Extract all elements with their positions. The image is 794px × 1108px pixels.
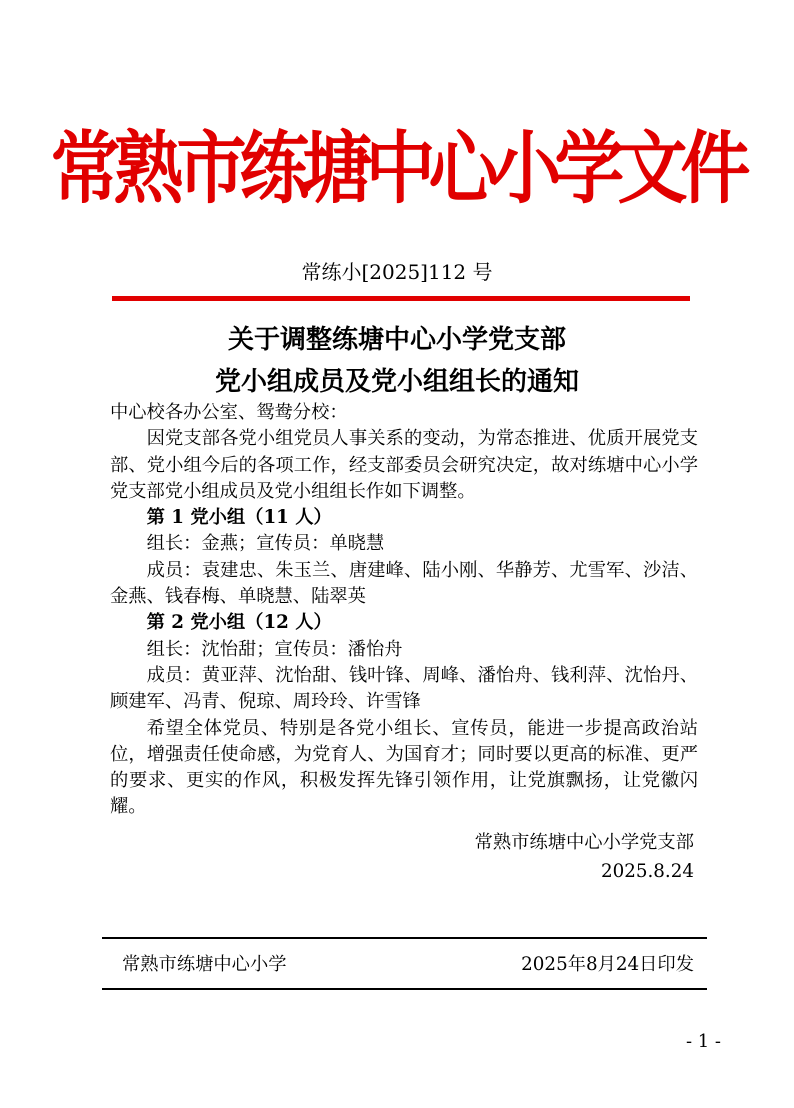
notice-title-line-2: 党小组成员及党小组组长的通知 — [214, 367, 579, 397]
page-number: - 1 - — [685, 1031, 721, 1052]
group-1-members: 成员：袁建忠、朱玉兰、唐建峰、陆小刚、华静芳、尤雪军、沙洁、金燕、钱春梅、单晓慧、陆翠英 — [110, 559, 698, 608]
footer-issuer: 常熟市练塘中心小学 — [122, 954, 287, 975]
notice-title-line-1: 关于调整练塘中心小学党支部 — [227, 325, 566, 355]
masthead-title: 常熟市练塘中心小学文件 — [50, 122, 744, 215]
footer-issue-date: 2025年8月24日印发 — [521, 954, 694, 975]
group-1-heading: 第 1 党小组（11 人） — [146, 507, 332, 529]
signature-date: 2025.8.24 — [600, 861, 694, 882]
footer-bottom-rule — [102, 988, 707, 990]
signature-organization: 常熟市练塘中心小学党支部 — [474, 832, 694, 853]
footer-top-rule — [102, 937, 707, 939]
document-number: 常练小[2025]112 号 — [301, 260, 493, 284]
salutation: 中心校各办公室、鸳鸯分校： — [110, 402, 348, 423]
red-separator-line — [112, 296, 690, 301]
group-2-members: 成员：黄亚萍、沈怡甜、钱叶锋、周峰、潘怡舟、钱利萍、沈怡丹、顾建军、冯青、倪琼、周玲玲、许雪锋 — [110, 664, 698, 713]
closing-paragraph: 希望全体党员、特别是各党小组长、宣传员，能进一步提高政治站位，增强责任使命感，为党育人、为国育才；同时要以更高的标准、更严的要求、更实的作风，积极发挥先锋引领作用，让党旗飘扬，让党徽闪耀。 — [110, 717, 698, 818]
group-1-leaders: 组长：金燕；宣传员：单晓慧 — [146, 533, 385, 555]
group-2-heading: 第 2 党小组（12 人） — [146, 612, 332, 634]
group-2-leaders: 组长：沈怡甜；宣传员：潘怡舟 — [146, 638, 403, 660]
notice-body — [110, 400, 698, 821]
intro-paragraph: 因党支部各党小组党员人事关系的变动，为常态推进、优质开展党支部、党小组今后的各项工作，经支部委员会研究决定，故对练塘中心小学党支部党小组成员及党小组组长作如下调整。 — [110, 428, 698, 502]
